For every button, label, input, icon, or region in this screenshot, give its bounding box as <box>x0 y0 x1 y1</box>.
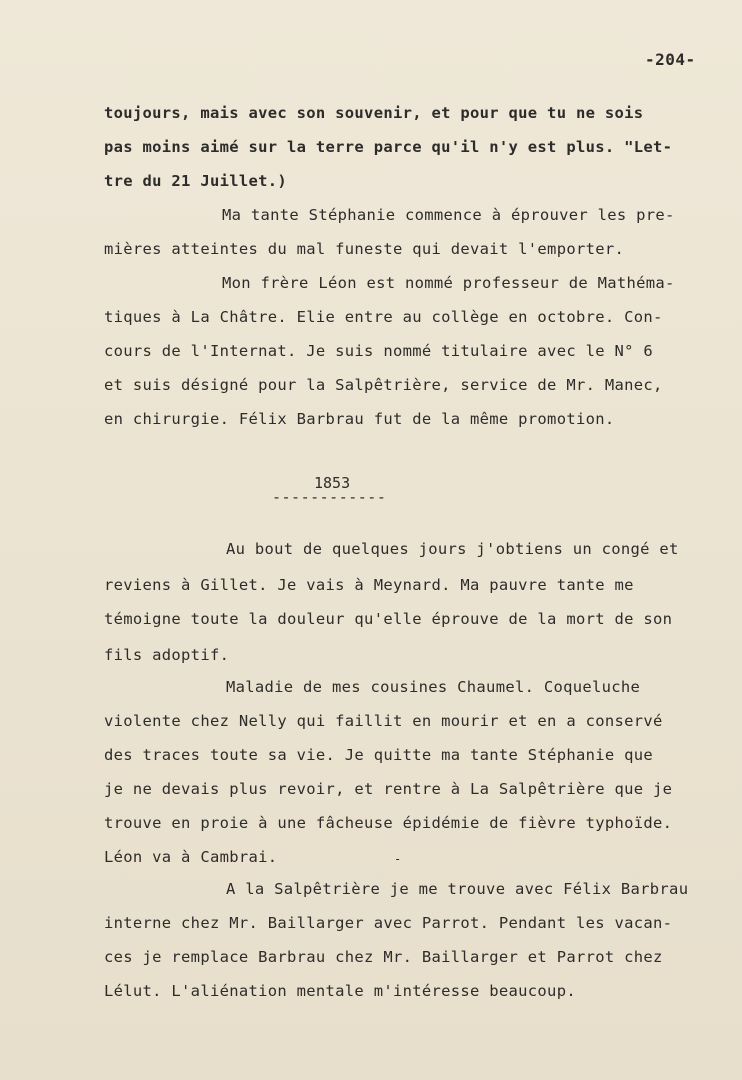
page-number: -204- <box>645 50 696 69</box>
text-line: violente chez Nelly qui faillit en mourir et en a conservé <box>104 712 663 730</box>
text-line: Léon va à Cambrai. <box>104 848 278 866</box>
text-line: et suis désigné pour la Salpêtrière, service de Mr. Manec, <box>104 376 663 394</box>
text-line: témoigne toute la douleur qu'elle éprouve de la mort de son <box>104 610 673 628</box>
text-line: trouve en proie à une fâcheuse épidémie de fièvre typhoïde. <box>104 814 673 832</box>
text-line: en chirurgie. Félix Barbrau fut de la même promotion. <box>104 410 615 428</box>
text-line: Maladie de mes cousines Chaumel. Coqueluche <box>226 678 641 696</box>
text-line: des traces toute sa vie. Je quitte ma tante Stéphanie que <box>104 746 654 764</box>
text-line: Au bout de quelques jours j'obtiens un congé et <box>226 540 679 558</box>
text-line: Ma tante Stéphanie commence à éprouver les pre- <box>222 206 675 224</box>
text-line: Mon frère Léon est nommé professeur de Mathéma- <box>222 274 675 292</box>
text-line: pas moins aimé sur la terre parce qu'il n'y est plus. "Let- <box>104 138 673 156</box>
stray-mark: - <box>394 852 402 866</box>
text-line: tiques à La Châtre. Elie entre au collège en octobre. Con- <box>104 308 663 326</box>
text-line: cours de l'Internat. Je suis nommé titulaire avec le N° 6 <box>104 342 654 360</box>
text-line: Lélut. L'aliénation mentale m'intéresse beaucoup. <box>104 982 576 1000</box>
section-rule: ------------ <box>272 488 387 506</box>
text-line: reviens à Gillet. Je vais à Meynard. Ma pauvre tante me <box>104 576 634 594</box>
text-line: toujours, mais avec son souvenir, et pour que tu ne sois <box>104 104 644 122</box>
text-line: je ne devais plus revoir, et rentre à La Salpêtrière que je <box>104 780 673 798</box>
text-line: fils adoptif. <box>104 646 230 664</box>
text-line: mières atteintes du mal funeste qui devait l'emporter. <box>104 240 625 258</box>
text-line: ces je remplace Barbrau chez Mr. Baillarger et Parrot chez <box>104 948 663 966</box>
text-line: tre du 21 Juillet.) <box>104 172 288 190</box>
text-line: A la Salpêtrière je me trouve avec Félix Barbrau <box>226 880 689 898</box>
text-line: interne chez Mr. Baillarger avec Parrot. Pendant les vacan- <box>104 914 673 932</box>
section-year: 1853 <box>314 474 351 492</box>
